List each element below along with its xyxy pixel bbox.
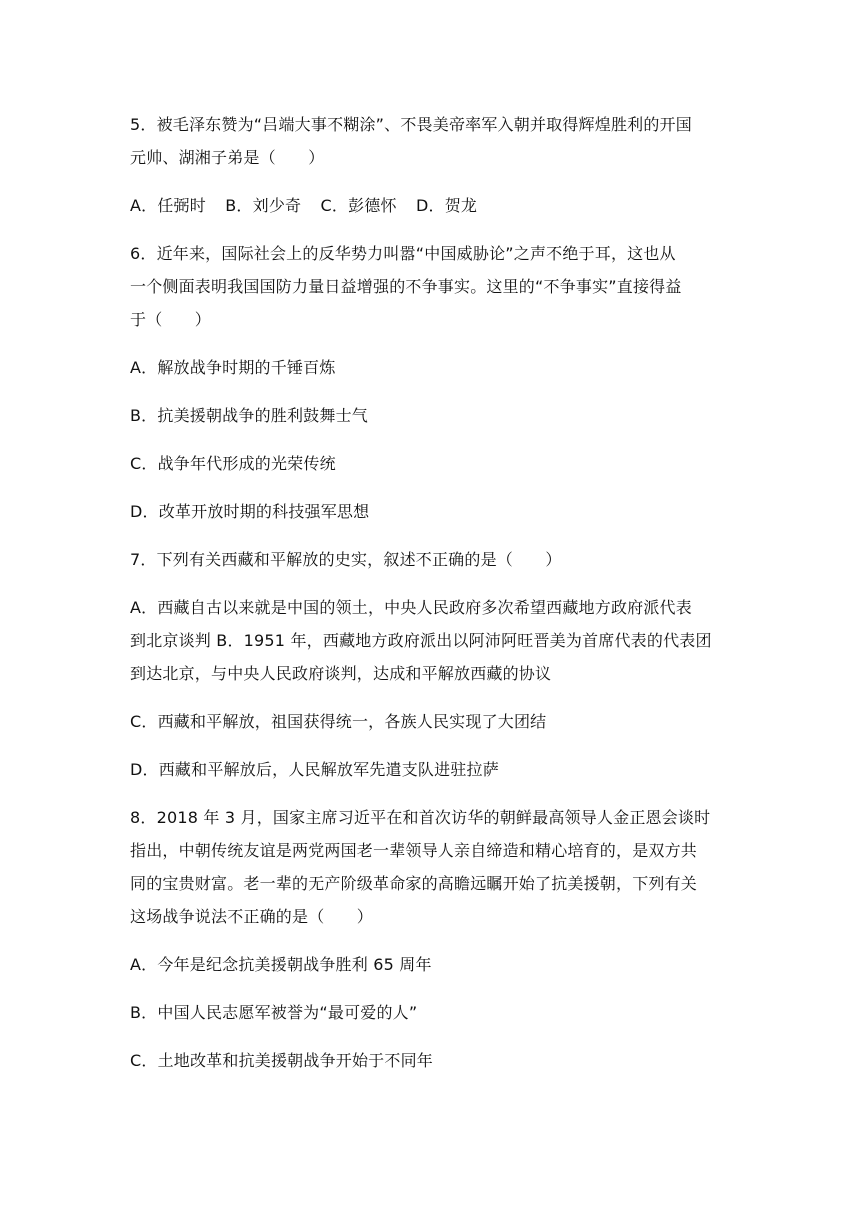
question-6-option-c: C．战争年代形成的光荣传统: [130, 454, 336, 473]
question-5-line-1: 5．被毛泽东赞为“吕端大事不糊涂”、不畏美帝率军入朝并取得辉煌胜利的开国: [130, 115, 692, 134]
question-7-line-1: 7．下列有关西藏和平解放的史实，叙述不正确的是（ ）: [130, 550, 562, 569]
question-5-options: [130, 189, 735, 222]
question-7-option-c: C．西藏和平解放，祖国获得统一，各族人民实现了大团结: [130, 712, 547, 731]
question-8-option-c: C．土地改革和抗美援朝战争开始于不同年: [130, 1051, 433, 1070]
question-5-option-c: C．彭德怀: [320, 196, 397, 215]
question-6-option-d: D．改革开放时期的科技强军思想: [130, 502, 370, 521]
question-8-line-4: 这场战争说法不正确的是（ ）: [130, 907, 374, 926]
question-8-line-2: 指出，中朝传统友谊是两党两国老一辈领导人亲自缔造和精心培育的，是双方共: [130, 841, 698, 860]
question-5-option-a: A．任弼时: [130, 196, 206, 215]
question-5-stem: [130, 108, 735, 174]
question-7-option-a-b: [130, 591, 735, 690]
question-8-line-1: 8．2018 年 3 月，国家主席习近平在和首次访华的朝鲜最高领导人金正恩会谈时: [130, 808, 711, 827]
question-7-option-a-line-2: 到北京谈判 B．1951 年，西藏地方政府派出以阿沛阿旺晋美为首席代表的代表团: [130, 631, 712, 650]
question-7-option-a-line-1: A．西藏自古以来就是中国的领土，中央人民政府多次希望西藏地方政府派代表: [130, 598, 692, 617]
question-5-option-d: D．贺龙: [416, 196, 478, 215]
question-7-stem: [130, 543, 735, 576]
question-8-line-3: 同的宝贵财富。老一辈的无产阶级革命家的高瞻远瞩开始了抗美援朝，下列有关: [130, 874, 698, 893]
question-8-option-b: B．中国人民志愿军被誉为“最可爱的人”: [130, 1003, 418, 1022]
question-6-line-3: 于（ ）: [130, 310, 212, 329]
question-6-line-1: 6．近年来，国际社会上的反华势力叫嚣“中国威胁论”之声不绝于耳，这也从: [130, 244, 676, 263]
question-content: [130, 108, 735, 1092]
question-8-option-a: A．今年是纪念抗美援朝战争胜利 65 周年: [130, 955, 432, 974]
question-8-stem: [130, 801, 735, 933]
question-6-line-2: 一个侧面表明我国国防力量日益增强的不争事实。这里的“不争事实”直接得益: [130, 277, 682, 296]
question-7-option-d: D．西藏和平解放后，人民解放军先遣支队进驻拉萨: [130, 760, 499, 779]
question-5-line-2: 元帅、湖湘子弟是（ ）: [130, 148, 325, 167]
question-6-stem: [130, 237, 735, 336]
question-6-option-b: B．抗美援朝战争的胜利鼓舞士气: [130, 406, 368, 425]
question-7-option-a-line-3: 到达北京，与中央人民政府谈判，达成和平解放西藏的协议: [130, 664, 552, 683]
question-5-option-b: B．刘少奇: [225, 196, 302, 215]
question-6-option-a: A．解放战争时期的千锤百炼: [130, 358, 336, 377]
